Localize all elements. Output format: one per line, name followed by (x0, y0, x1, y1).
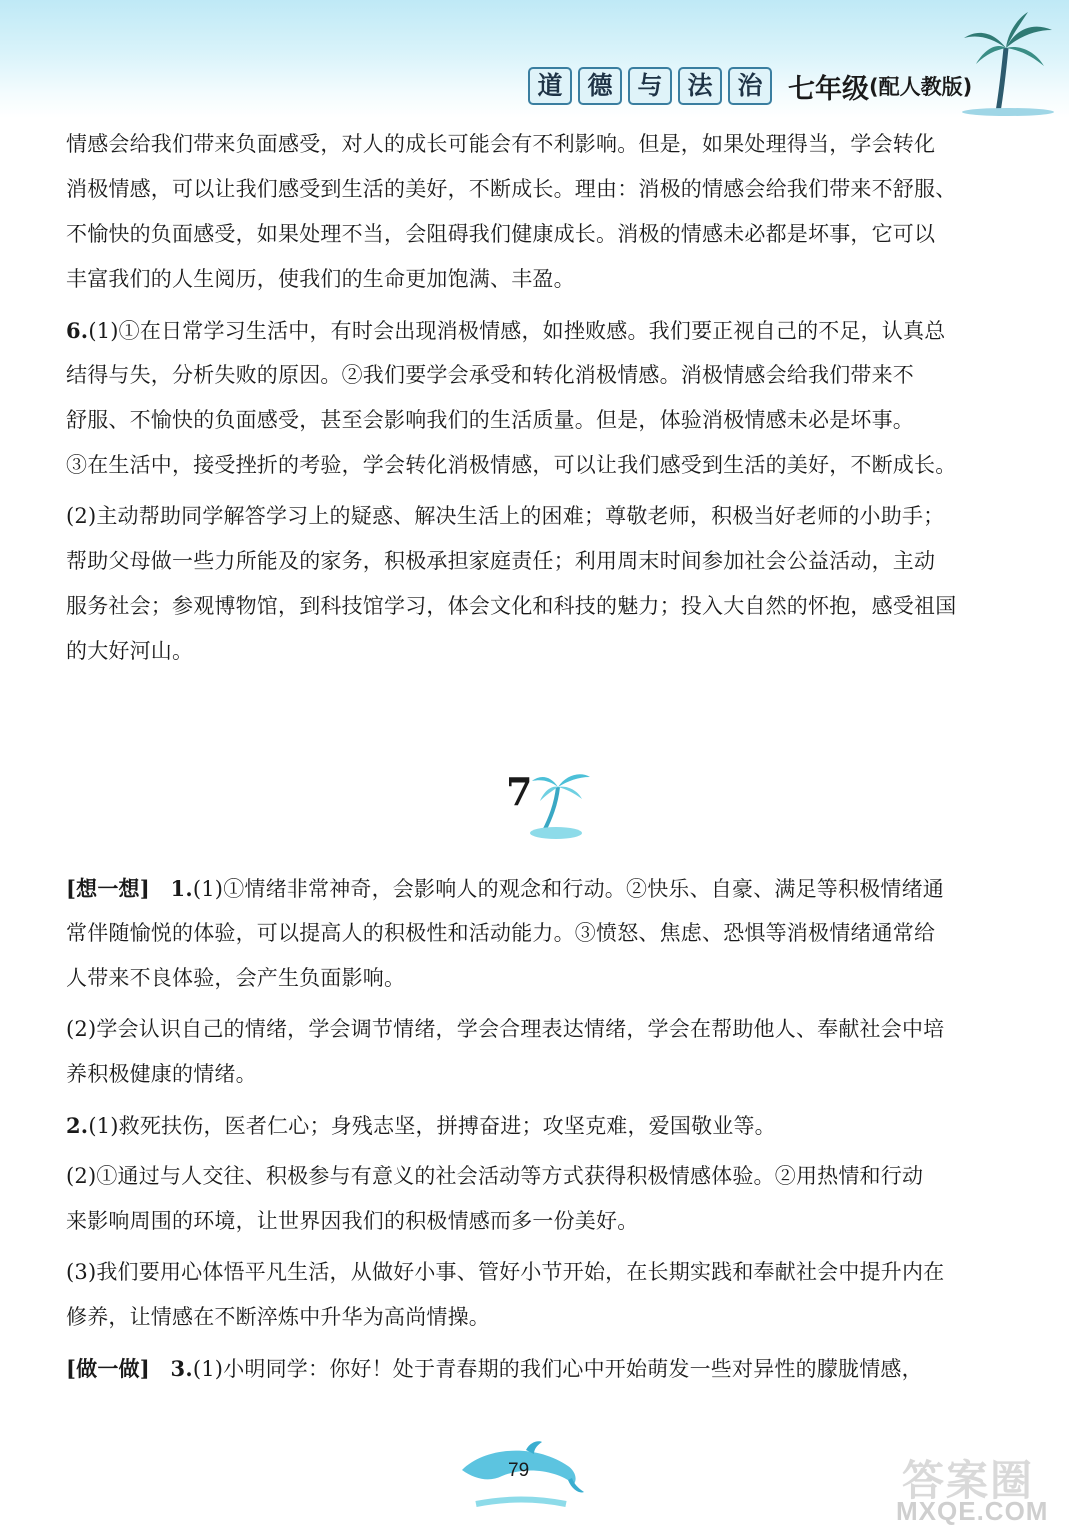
text-line: 常伴随愉悦的体验，可以提高人的积极性和活动能力。③愤怒、焦虑、恐惧等消极情绪通常给 (66, 921, 936, 945)
text-line: 消极情感，可以让我们感受到生活的美好，不断成长。理由：消极的情感会给我们带来不舒服、 (66, 177, 957, 201)
text-line: 服务社会；参观博物馆，到科技馆学习，体会文化和科技的魅力；投入大自然的怀抱，感受祖国 (66, 594, 957, 618)
text-line: 舒服、不愉快的负面感受，甚至会影响我们的生活质量。但是，体验消极情感未必是坏事。 (66, 408, 914, 432)
text-line: 来影响周围的环境，让世界因我们的积极情感而多一份美好。 (66, 1209, 639, 1233)
text-line: 情感会给我们带来负面感受，对人的成长可能会有不利影响。但是，如果处理得当，学会转化 (66, 132, 936, 156)
text-line: (2)主动帮助同学解答学习上的疑惑、解决生活上的困难；尊敬老师，积极当好老师的小助手； (66, 504, 945, 528)
text-line: (1)①在日常学习生活中，有时会出现消极情感，如挫败感。我们要正视自己的不足，认真总 (88, 319, 946, 343)
question-6-line (66, 308, 971, 353)
answer-text-section-7 (66, 866, 971, 1391)
text-line: 不愉快的负面感受，如果处理不当，会阻碍我们健康成长。消极的情感未必都是坏事，它可以 (66, 222, 936, 246)
question-number: 3. (170, 1356, 193, 1381)
text-line: (1)小明同学：你好！处于青春期的我们心中开始萌发一些对异性的朦胧情感， (192, 1357, 923, 1381)
watermark-logo: 答案圈 (902, 1456, 1035, 1505)
grade-label: 七年级 (788, 73, 869, 105)
answer-text-top (66, 122, 971, 674)
watermark-site: MXQE.COM (896, 1496, 1049, 1526)
question-number: 6. (66, 318, 89, 343)
page-number: 79 (508, 1460, 530, 1481)
question-2-line (66, 1103, 971, 1148)
text-line: (3)我们要用心体悟平凡生活，从做好小事、管好小节开始，在长期实践和奉献社会中提升内在 (66, 1260, 945, 1284)
text-line: 人带来不良体验，会产生负面影响。 (66, 966, 406, 990)
text-line: 养积极健康的情绪。 (66, 1062, 257, 1086)
subject-char: 法 (678, 67, 722, 105)
text-line: 结得与失，分析失败的原因。②我们要学会承受和转化消极情感。消极情感会给我们带来不 (66, 363, 914, 387)
watermark (886, 1448, 1062, 1532)
page-footer (456, 1440, 586, 1520)
text-line: (1)①情绪非常神奇，会影响人的观念和行动。②快乐、自豪、满足等积极情绪通 (192, 877, 944, 901)
question-number: 2. (66, 1113, 89, 1138)
subject-char: 治 (728, 67, 772, 105)
text-line: (1)救死扶伤，医者仁心；身残志坚，拼搏奋进；攻坚克难，爱国敬业等。 (88, 1114, 776, 1138)
header-title (528, 66, 972, 106)
question-1-line (66, 866, 971, 911)
question-3-line (66, 1346, 971, 1391)
question-number: 1. (170, 876, 193, 901)
section-heading (500, 765, 610, 845)
text-line: 丰富我们的人生阅历，使我们的生命更加饱满、丰盈。 (66, 267, 575, 291)
section-number: 7 (506, 769, 533, 814)
text-line: 的大好河山。 (66, 639, 194, 663)
text-line: 修养，让情感在不断淬炼中升华为高尚情操。 (66, 1305, 490, 1329)
island-palm-icon (528, 765, 608, 841)
palm-tree-icon (958, 8, 1058, 116)
subject-char: 德 (578, 67, 622, 105)
text-line: (2)学会认识自己的情绪，学会调节情绪，学会合理表达情绪，学会在帮助他人、奉献社会中培 (66, 1017, 945, 1041)
think-label: [想一想] (66, 876, 150, 901)
text-line: (2)①通过与人交往、积极参与有意义的社会活动等方式获得积极情感体验。②用热情和行动 (66, 1164, 924, 1188)
subject-char: 道 (528, 67, 572, 105)
subject-char: 与 (628, 67, 672, 105)
text-line: 帮助父母做一些力所能及的家务，积极承担家庭责任；利用周末时间参加社会公益活动，主动 (66, 549, 936, 573)
text-line: ③在生活中，接受挫折的考验，学会转化消极情感，可以让我们感受到生活的美好，不断成长。 (66, 453, 957, 477)
edition-label: (配人教版) (869, 75, 973, 99)
do-label: [做一做] (66, 1356, 150, 1381)
